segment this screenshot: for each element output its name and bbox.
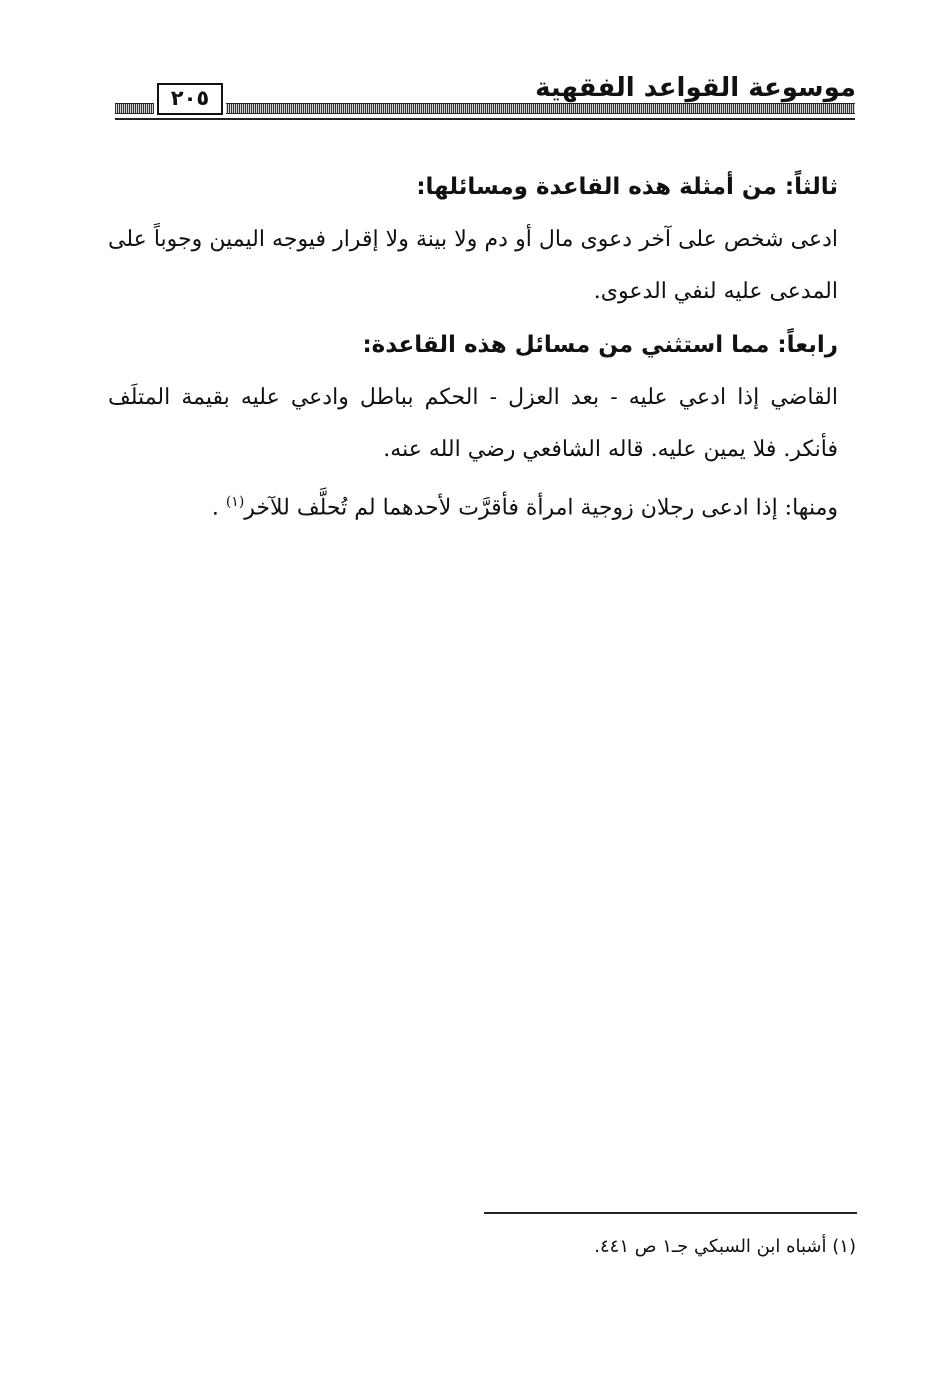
footnote bbox=[594, 1232, 856, 1262]
page-number: ٢٠٥ bbox=[157, 83, 223, 115]
page-body bbox=[108, 160, 838, 534]
header-rule bbox=[115, 103, 855, 114]
paragraph-closing: . bbox=[211, 495, 219, 521]
paragraph-marriage-exception bbox=[108, 476, 838, 534]
footnote-reference[interactable]: (١) bbox=[225, 494, 245, 510]
section-heading-examples: ثالثاً: من أمثلة هذه القاعدة ومسائلها: bbox=[416, 174, 838, 200]
footnote-marker: (١) bbox=[832, 1236, 856, 1257]
paragraph-judge-exception: القاضي إذا ادعي عليه - بعد العزل - الحكم بباطل وادعي عليه بقيمة المتلَف فأنكر. فلا يمين عليه. قاله الشافعي رضي الله عنه. bbox=[108, 385, 838, 462]
footnote-rule bbox=[484, 1212, 857, 1214]
footnote-text: أشباه ابن السبكي جـ١ ص ٤٤١. bbox=[594, 1236, 827, 1257]
header-rule-underline bbox=[115, 118, 855, 120]
paragraph-example: ادعى شخص على آخر دعوى مال أو دم ولا بينة ولا إقرار فيوجه اليمين وجوباً على المدعى عليه لنفي الدعوى. bbox=[108, 227, 838, 304]
running-title: موسوعة القواعد الفقهية bbox=[535, 73, 856, 103]
paragraph-text: ومنها: إذا ادعى رجلان زوجية امرأة فأقرَّت لأحدهما لم تُحلَّف للآخر bbox=[244, 495, 838, 521]
section-heading-exceptions: رابعاً: مما استثني من مسائل هذه القاعدة: bbox=[362, 332, 838, 358]
